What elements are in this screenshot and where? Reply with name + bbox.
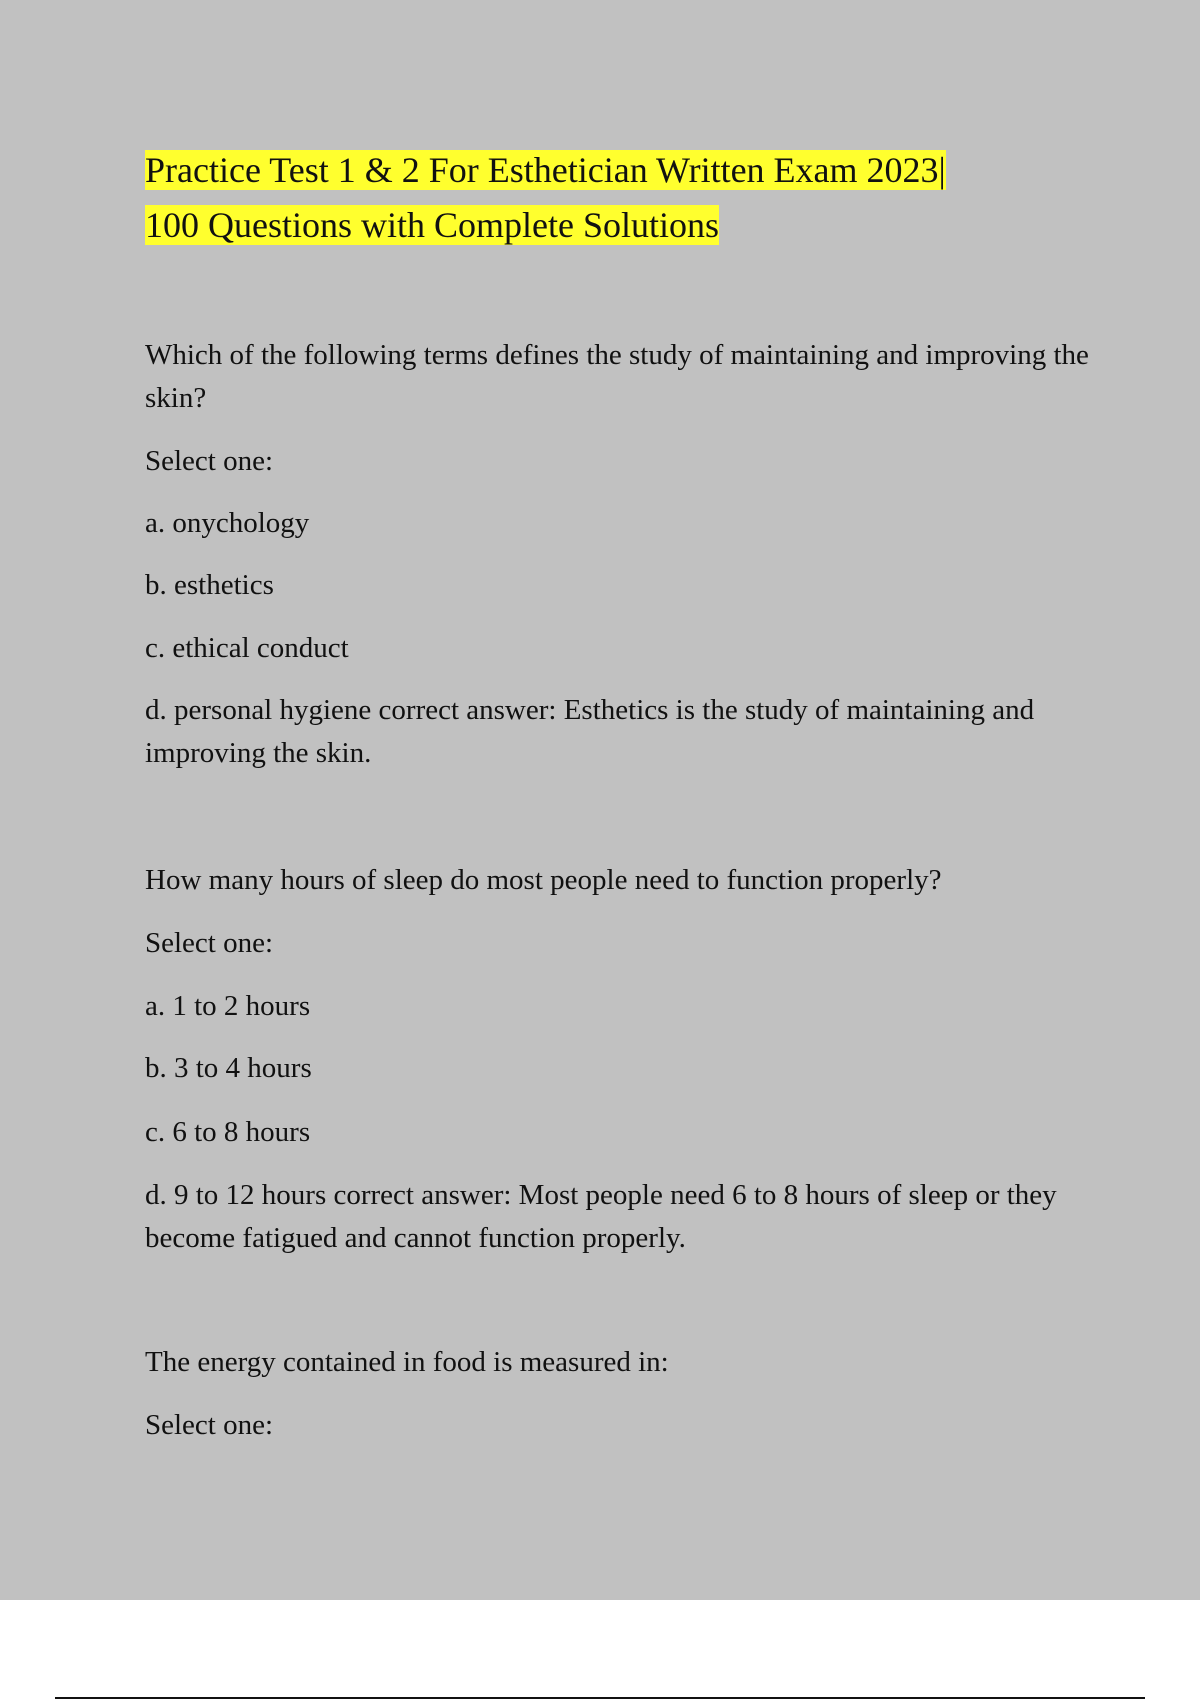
question-3-prompt: Select one: — [145, 1409, 274, 1441]
question-2-option-b: b. 3 to 4 hours — [145, 1052, 312, 1084]
question-1-prompt: Select one: — [145, 445, 274, 477]
question-1-option-b: b. esthetics — [145, 569, 274, 601]
title-line-1: Practice Test 1 & 2 For Esthetician Written Exam 2023| — [145, 150, 946, 190]
question-2-option-d: d. 9 to 12 hours correct answer: Most people need 6 to 8 hours of sleep or they become fatigued and cannot function properly. — [145, 1179, 1057, 1254]
title-line-2: 100 Questions with Complete Solutions — [145, 205, 720, 245]
question-2-option-a: a. 1 to 2 hours — [145, 990, 311, 1022]
question-1-option-a: a. onychology — [145, 507, 310, 539]
question-2-prompt: Select one: — [145, 927, 274, 959]
document-title — [145, 143, 1085, 253]
question-1-option-d: d. personal hygiene correct answer: Esthetics is the study of maintaining and improving the skin. — [145, 694, 1035, 769]
question-1-text: Which of the following terms defines the study of maintaining and improving the skin? — [145, 339, 1089, 414]
question-2-text: How many hours of sleep do most people need to function properly? — [145, 864, 942, 896]
question-1-option-c: c. ethical conduct — [145, 632, 349, 664]
question-2-option-c: c. 6 to 8 hours — [145, 1116, 311, 1148]
footer-divider — [55, 1697, 1145, 1699]
question-3-text: The energy contained in food is measured in: — [145, 1346, 669, 1378]
